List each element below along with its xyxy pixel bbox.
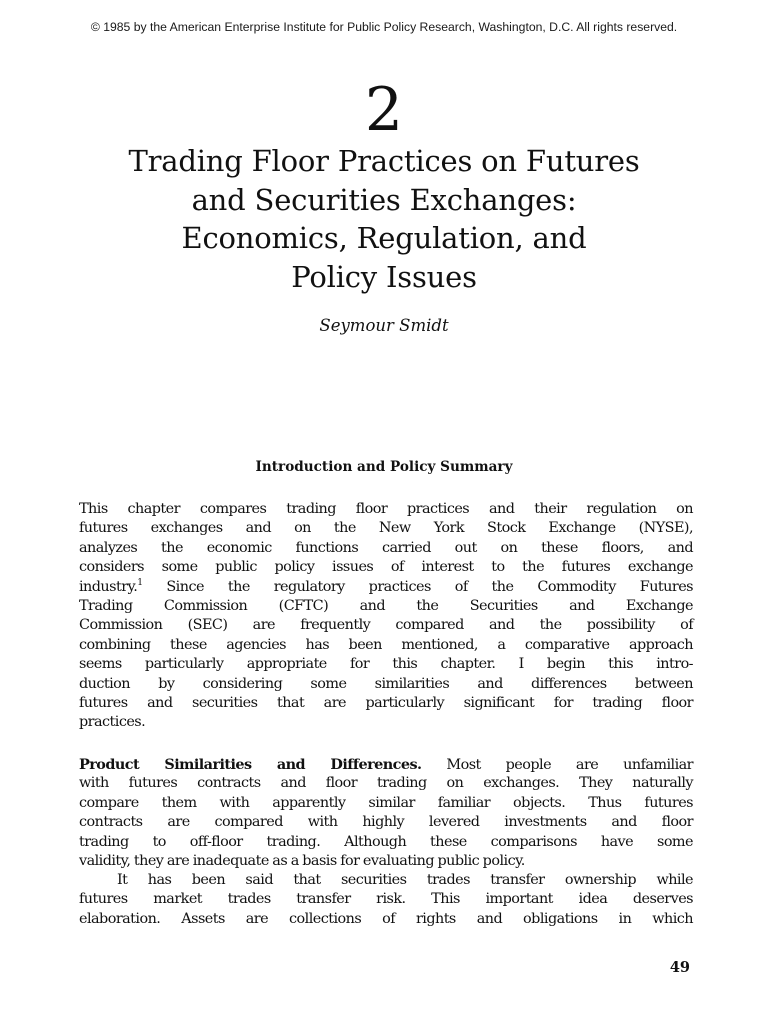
text-line: combining these agencies has been mentioned, a comparative approach	[79, 636, 693, 653]
text-line: futures and securities that are particularly significant for trading floor	[79, 694, 693, 711]
section-heading: Introduction and Policy Summary	[255, 459, 513, 475]
chapter-number: 2	[364, 75, 404, 145]
run-in-heading: Product Similarities and Differences.	[79, 756, 422, 773]
text-segment: Most people are unfamiliar	[421, 757, 693, 773]
chapter-title-line: and Securities Exchanges:	[191, 182, 577, 217]
text-line: duction by considering some similarities and differences between	[79, 675, 693, 692]
chapter-title	[30, 142, 738, 296]
text-segment: Since the regulatory practices of the Commodity Futures	[142, 578, 693, 595]
text-segment: industry.	[79, 578, 138, 595]
copyright-notice: © 1985 by the American Enterprise Institute for Public Policy Research, Washington, D.C. All rights reserved.	[90, 20, 678, 34]
text-line: practices.	[79, 714, 146, 731]
text-line: trading to off-floor trading. Although these comparisons have some	[79, 833, 693, 850]
chapter-title-line: Trading Floor Practices on Futures	[128, 144, 640, 178]
text-line	[79, 755, 693, 774]
footnote-marker: 1	[137, 577, 143, 588]
text-line: with futures contracts and floor trading on exchanges. They naturally	[79, 775, 693, 792]
text-line: Trading Commission (CFTC) and the Securities and Exchange	[79, 597, 693, 614]
text-line: It has been said that securities trades transfer ownership while	[117, 872, 693, 888]
text-line: validity, they are inadequate as a basis for evaluating public policy.	[79, 852, 525, 869]
paragraph-ownership-risk	[79, 871, 693, 929]
text-line: Commission (SEC) are frequently compared and the possibility of	[79, 617, 693, 634]
paragraph-product-similarities	[79, 755, 693, 871]
text-line: This chapter compares trading floor practices and their regulation on	[79, 501, 693, 517]
page-number: 49	[669, 959, 690, 976]
chapter-title-line: Economics, Regulation, and	[181, 221, 587, 255]
author-name: Seymour Smidt	[319, 316, 449, 335]
chapter-title-line: Policy Issues	[291, 259, 477, 294]
text-line: futures market trades transfer risk. This important idea deserves	[79, 891, 693, 908]
text-line: contracts are compared with highly levered investments and floor	[79, 814, 693, 831]
text-line: elaboration. Assets are collections of rights and obligations in which	[79, 910, 693, 927]
text-line: compare them with apparently similar familiar objects. Thus futures	[79, 794, 693, 811]
text-line: considers some public policy issues of interest to the futures exchange	[79, 559, 693, 576]
text-line	[79, 578, 693, 597]
text-line: analyzes the economic functions carried out on these floors, and	[79, 539, 693, 556]
text-line: futures exchanges and on the New York Stock Exchange (NYSE),	[79, 520, 693, 537]
paragraph-introduction	[79, 500, 693, 733]
text-line: seems particularly appropriate for this chapter. I begin this intro-	[79, 656, 693, 673]
